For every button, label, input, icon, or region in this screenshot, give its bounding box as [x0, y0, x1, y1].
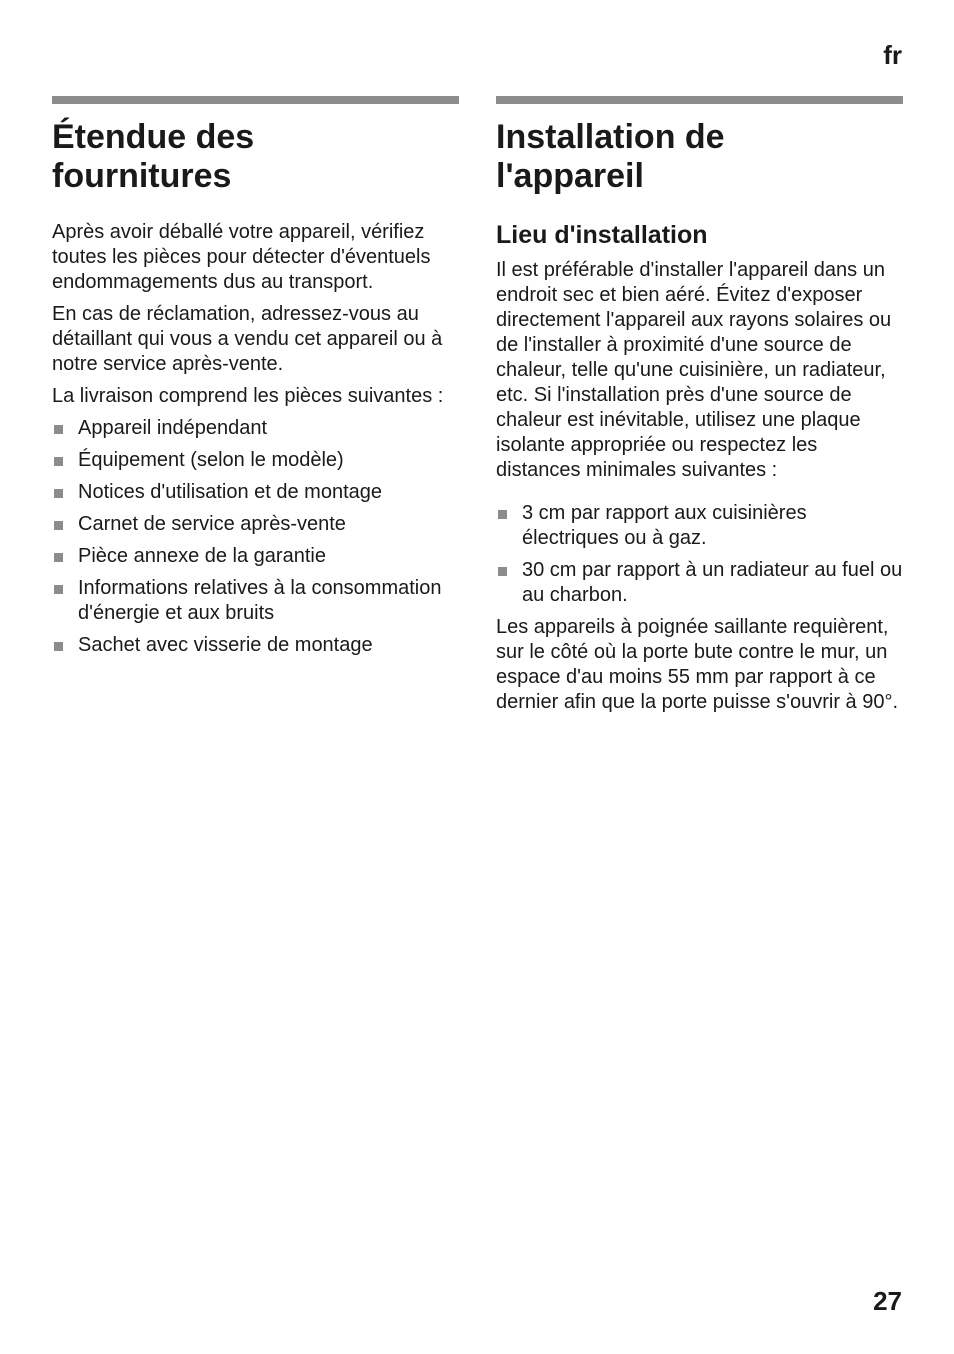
paragraph: Il est préférable d'installer l'appareil dans un endroit sec et bien aéré. Évitez d'exposer directement l'appareil aux rayons solaires ou de l'installer à proximité d'une source de chaleur, telle qu'une cuisinière, un radiateur, etc. Si l'installation près d'une source de chaleur est inévitable, utilisez une plaque isolante appropriée ou respectez les distances minimales suivantes :	[496, 259, 892, 481]
installation-section	[496, 96, 903, 722]
list-item-text: Équipement (selon le modèle)	[78, 449, 344, 471]
square-bullet-icon	[54, 553, 63, 562]
list-item-text: Sachet avec visserie de montage	[78, 634, 373, 656]
delivery-list	[52, 416, 459, 658]
section-title-line-1: Étendue des	[52, 118, 255, 156]
list-item	[496, 558, 903, 608]
scope-of-delivery-section	[52, 96, 459, 665]
section-title	[52, 118, 459, 196]
list-item-text: Pièce annexe de la garantie	[78, 545, 326, 567]
list-item	[496, 501, 903, 551]
square-bullet-icon	[54, 642, 63, 651]
section-title-line-2: fournitures	[52, 157, 232, 195]
list-item-text: Carnet de service après-vente	[78, 513, 346, 535]
list-item	[52, 448, 459, 473]
paragraph: Après avoir déballé votre appareil, vérifiez toutes les pièces pour détecter d'éventuels endommagements dus au transport.	[52, 221, 431, 293]
distance-list	[496, 501, 903, 608]
paragraph: Les appareils à poignée saillante requièrent, sur le côté où la porte bute contre le mur, un espace d'au moins 55 mm par rapport à ce dernier afin que la porte puisse s'ouvrir à 90°.	[496, 616, 899, 713]
list-item	[52, 544, 459, 569]
list-item-text: Informations relatives à la consommation d'énergie et aux bruits	[78, 577, 442, 624]
subsection-title: Lieu d'installation	[496, 221, 708, 249]
square-bullet-icon	[54, 585, 63, 594]
list-item	[52, 480, 459, 505]
paragraph: En cas de réclamation, adressez-vous au détaillant qui vous a vendu cet appareil ou à notre service après-vente.	[52, 303, 443, 375]
section-title-line-2: l'appareil	[496, 157, 644, 195]
section-title	[496, 118, 903, 196]
list-item-text: Notices d'utilisation et de montage	[78, 481, 382, 503]
section-title-line-1: Installation de	[496, 118, 725, 156]
square-bullet-icon	[498, 510, 507, 519]
square-bullet-icon	[54, 489, 63, 498]
list-item	[52, 416, 459, 441]
list-item	[52, 512, 459, 537]
square-bullet-icon	[498, 567, 507, 576]
square-bullet-icon	[54, 425, 63, 434]
list-item	[52, 576, 459, 626]
paragraph: La livraison comprend les pièces suivantes :	[52, 385, 444, 407]
language-label: fr	[883, 40, 902, 70]
list-item-text: 3 cm par rapport aux cuisinières électriques ou à gaz.	[522, 502, 807, 549]
page-number: 27	[873, 1286, 902, 1316]
list-item-text: Appareil indépendant	[78, 417, 268, 439]
square-bullet-icon	[54, 457, 63, 466]
list-item	[52, 633, 459, 658]
section-divider	[496, 96, 903, 104]
list-item-text: 30 cm par rapport à un radiateur au fuel ou au charbon.	[522, 559, 903, 606]
section-divider	[52, 96, 459, 104]
square-bullet-icon	[54, 521, 63, 530]
